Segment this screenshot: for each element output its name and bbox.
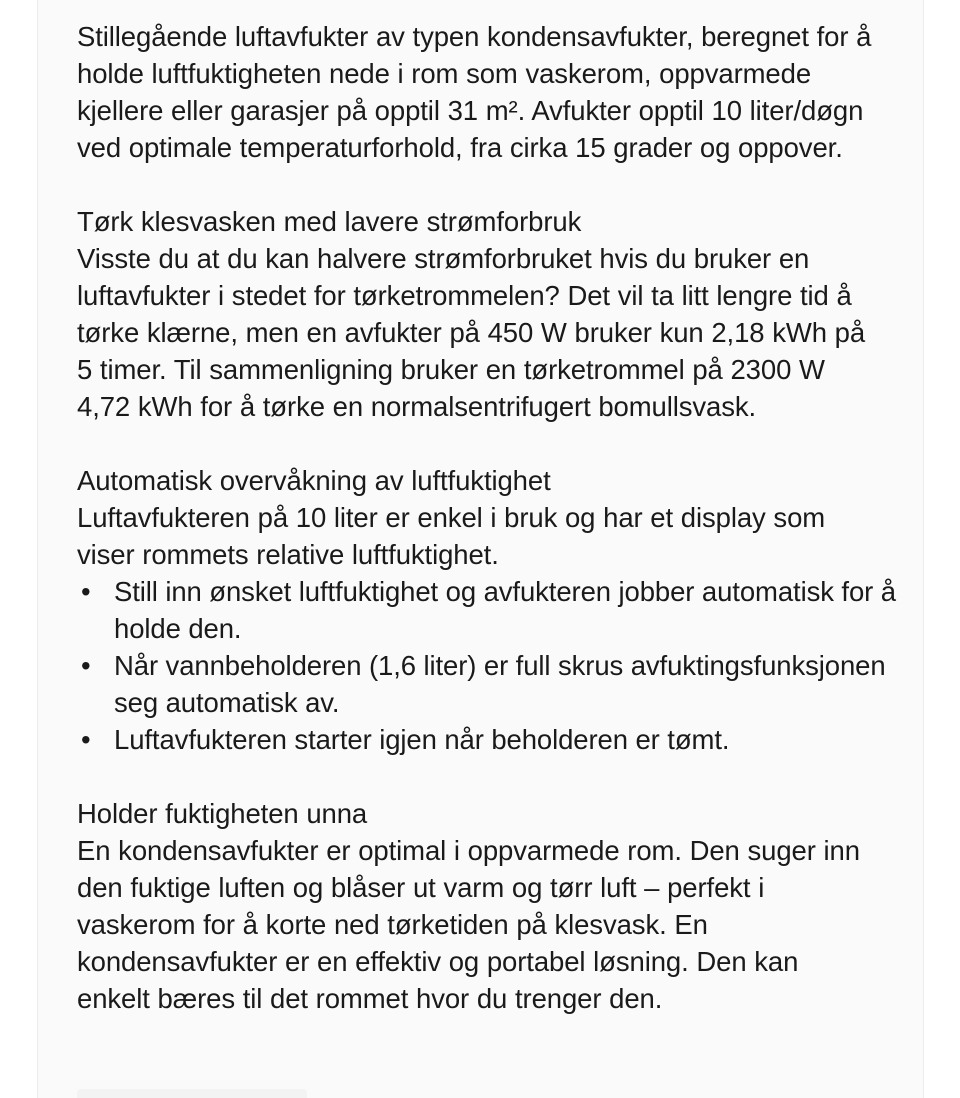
list-item-label: Luftavfukteren starter igjen når beholderen er tømt. [114, 724, 730, 755]
section-spacer [77, 166, 899, 203]
section-spacer [77, 758, 899, 795]
section-body-overvakning: Luftavfukteren på 10 liter er enkel i bruk og har et display som viser rommets relative luftfuktighet. [77, 502, 826, 570]
section-heading-fuktighet: Holder fuktigheten unna [77, 798, 368, 829]
section-heading-stromforbruk: Tørk klesvasken med lavere strømforbruk [77, 206, 582, 237]
list-item [77, 647, 899, 721]
section-body-fuktighet: En kondensavfukter er optimal i oppvarmede rom. Den suger inn den fuktige luften og blåser ut varm og tørr luft – perfekt i vaskerom for å korte ned tørketiden på klesvask. En kondensavfukter er en effektiv og portabel løsning. Den kan enkelt bæres til det rommet hvor du trenger den. [77, 835, 860, 1014]
list-item-label: Når vannbeholderen (1,6 liter) er full skrus avfuktingsfunksjonen seg automatisk av. [114, 650, 886, 718]
section-body-stromforbruk: Visste du at du kan halvere strømforbruket hvis du bruker en luftavfukter i stedet for tørketrommelen? Det vil ta litt lengre tid å tørke klærne, men en avfukter på 450 W bruker kun 2,18 kWh på 5 timer. Til sammenligning bruker en tørketrommel på 2300 W 4,72 kWh for å tørke en normalsentrifugert bomullsvask. [77, 243, 866, 422]
intro-paragraph: Stillegående luftavfukter av typen kondensavfukter, beregnet for å holde luftfuktigheten nede i rom som vaskerom, oppvarmede kjellere eller garasjer på opptil 31 m². Avfukter opptil 10 liter/døgn ved optimale temperaturforhold, fra cirka 15 grader og oppover. [77, 21, 872, 163]
list-item [77, 721, 899, 758]
product-description [38, 0, 924, 1017]
bullet-icon: • [81, 724, 91, 755]
bullet-icon: • [81, 650, 91, 681]
list-item [77, 573, 899, 647]
content-panel [37, 0, 924, 1098]
section-spacer [77, 425, 899, 462]
list-item-label: Still inn ønsket luftfuktighet og avfukteren jobber automatisk for å holde den. [114, 576, 896, 644]
bullet-icon: • [81, 576, 91, 607]
feature-bullet-list [77, 573, 899, 758]
offscreen-element-peek [77, 1089, 307, 1098]
section-heading-overvakning: Automatisk overvåkning av luftfuktighet [77, 465, 551, 496]
